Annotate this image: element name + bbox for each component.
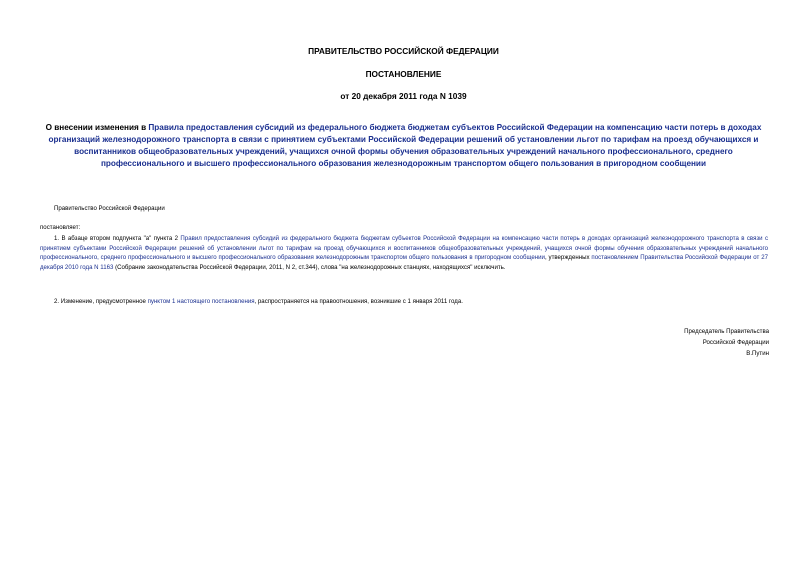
signature-title: Председатель Правительства: [684, 328, 769, 335]
item1-start: 1. В абзаце втором подпункта "а" пункта 2: [54, 235, 181, 242]
paragraph-item-2: [54, 297, 463, 307]
document-date-number: от 20 декабря 2011 года N 1039: [340, 91, 467, 101]
subject-prefix: О внесении изменения в: [45, 123, 149, 132]
item2-point-link[interactable]: пунктом 1 настоящего постановления: [147, 298, 255, 305]
item1-end: (Собрание законодательства Российской Федерации, 2011, N 2, ст.344), слова "на железнодорожных станциях, находящихся" исключить.: [113, 263, 506, 271]
government-title: ПРАВИТЕЛЬСТВО РОССИЙСКОЙ ФЕДЕРАЦИИ: [308, 46, 499, 56]
item1-rules-link[interactable]: Правил предоставления субсидий из федерального бюджета бюджетам субъектов Российской Федерации на компенсацию части потерь в доходах организаций железнодорожного транспорта в связи с принятием субъектами Российской Федерации решений об установлении льгот по тарифам на проезд обучающихся и воспитанников общеобразовательных учреждений, учащихся очной формы обучения образовательных учреждений начального профессионального, среднего профессионального и высшего профессионального образования железнодорожным транспортом общего пользования в пригородном сообщении: [40, 235, 768, 262]
item2-start: 2. Изменение, предусмотренное: [54, 298, 148, 305]
paragraph-item-1: [40, 234, 768, 272]
item1-resolution-link[interactable]: постановлением Правительства Российской Федерации от 27 декабря 2010 года N 1163: [40, 254, 769, 271]
signature-name: В.Путин: [746, 350, 769, 357]
government-line: Правительство Российской Федерации: [54, 205, 165, 212]
item1-mid: , утвержденных: [544, 254, 592, 262]
signature-country: Российской Федерации: [702, 339, 769, 346]
document-type: ПОСТАНОВЛЕНИЕ: [365, 69, 442, 79]
signature-block: [684, 326, 769, 359]
subject-rules-link[interactable]: Правила предоставления субсидий из федерального бюджета бюджетам субъектов Российской Федерации на компенсацию части потерь в доходах организаций железнодорожного транспорта в связи с принятием субъектами Российской Федерации решений об установлении льгот по тарифам на проезд обучающихся и воспитанников общеобразовательных учреждений, учащихся очной формы обучения образовательных учреждений начального профессионального, среднего профессионального и высшего профессионального образования железнодорожным транспортом общего пользования в пригородном сообщении: [48, 123, 762, 168]
item2-end: , распространяется на правоотношения, возникшие с 1 января 2011 года.: [254, 298, 463, 305]
resolves-line: постановляет:: [40, 224, 81, 231]
document-subject: [40, 122, 767, 170]
